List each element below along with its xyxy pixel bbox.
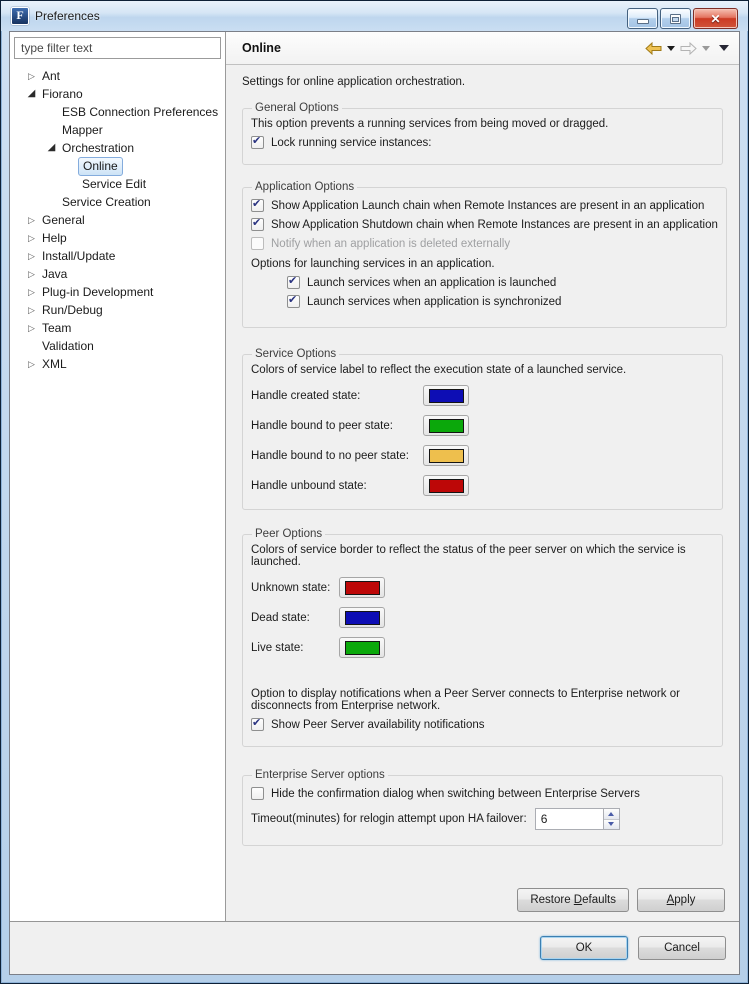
tree-item-label: Install/Update bbox=[42, 248, 116, 263]
tree-item-label: Validation bbox=[42, 338, 94, 353]
minimize-icon bbox=[637, 19, 649, 24]
color-swatch bbox=[429, 449, 464, 463]
chevron-collapsed-icon[interactable]: ▷ bbox=[28, 71, 35, 81]
chevron-expanded-icon[interactable]: ◢ bbox=[47, 142, 56, 153]
apply-button[interactable]: Apply bbox=[637, 888, 725, 912]
chevron-collapsed-icon[interactable]: ▷ bbox=[28, 323, 35, 333]
group-legend: Peer Options bbox=[255, 528, 323, 540]
general-options-group bbox=[242, 102, 723, 165]
color-swatch bbox=[429, 419, 464, 433]
checkbox-checked-icon[interactable] bbox=[287, 276, 300, 289]
checkbox-label: Hide the confirmation dialog when switching between Enterprise Servers bbox=[271, 787, 640, 800]
chevron-collapsed-icon[interactable]: ▷ bbox=[28, 287, 35, 297]
sidebar-item-run-debug[interactable] bbox=[14, 301, 221, 319]
back-history-dropdown-icon[interactable] bbox=[667, 46, 675, 51]
show-shutdown-chain-checkbox-row[interactable] bbox=[251, 218, 718, 231]
close-button[interactable] bbox=[693, 8, 738, 29]
group-legend: Enterprise Server options bbox=[255, 769, 385, 781]
tree-item-label: XML bbox=[42, 356, 67, 371]
app-icon: F bbox=[11, 7, 29, 25]
bound-to-no-peer-state-row bbox=[251, 445, 714, 466]
group-legend: General Options bbox=[255, 102, 339, 114]
created-state-color-button[interactable] bbox=[423, 385, 469, 406]
bound-to-peer-color-button[interactable] bbox=[423, 415, 469, 436]
sidebar-item-validation[interactable] bbox=[14, 337, 221, 355]
settings-panel bbox=[226, 32, 739, 921]
color-swatch bbox=[345, 641, 380, 655]
sidebar-item-service-creation[interactable] bbox=[14, 193, 221, 211]
history-nav bbox=[645, 42, 729, 55]
sidebar-item-java[interactable] bbox=[14, 265, 221, 283]
launch-on-launch-checkbox-row[interactable] bbox=[287, 276, 718, 289]
sidebar-item-plugin-development[interactable] bbox=[14, 283, 221, 301]
color-label: Handle bound to no peer state: bbox=[251, 449, 409, 462]
application-options-group bbox=[242, 181, 727, 328]
tree-item-label: Team bbox=[42, 320, 72, 335]
checkbox-checked-icon[interactable] bbox=[251, 218, 264, 231]
minimize-button[interactable] bbox=[627, 8, 658, 29]
chevron-collapsed-icon[interactable]: ▷ bbox=[28, 269, 35, 279]
color-label: Handle bound to peer state: bbox=[251, 419, 393, 432]
checkbox-label-disabled: Notify when an application is deleted externally bbox=[271, 237, 511, 250]
sidebar-item-mapper[interactable] bbox=[14, 121, 221, 139]
group-legend: Service Options bbox=[255, 348, 337, 360]
live-state-color-button[interactable] bbox=[339, 637, 385, 658]
dead-state-row bbox=[251, 607, 714, 628]
tree-item-label: Fiorano bbox=[42, 86, 83, 101]
lock-running-services-checkbox-row[interactable] bbox=[251, 136, 714, 149]
close-icon: ✕ bbox=[710, 11, 721, 26]
color-swatch bbox=[429, 479, 464, 493]
sidebar-item-install-update[interactable] bbox=[14, 247, 221, 265]
launch-on-sync-checkbox-row[interactable] bbox=[287, 295, 718, 308]
timeout-row bbox=[251, 808, 714, 830]
tree-item-label: Plug-in Development bbox=[42, 284, 154, 299]
unbound-state-color-button[interactable] bbox=[423, 475, 469, 496]
peer-options-group bbox=[242, 528, 723, 747]
checkbox-checked-icon[interactable] bbox=[287, 295, 300, 308]
chevron-collapsed-icon[interactable]: ▷ bbox=[28, 305, 35, 315]
sidebar-item-orchestration[interactable] bbox=[14, 139, 221, 157]
bound-to-peer-state-row bbox=[251, 415, 714, 436]
apply-button-row bbox=[517, 888, 725, 912]
tree-item-label: Mapper bbox=[62, 122, 103, 137]
service-options-group bbox=[242, 348, 723, 510]
chevron-collapsed-icon[interactable]: ▷ bbox=[28, 233, 35, 243]
sidebar-item-ant[interactable] bbox=[14, 67, 221, 85]
page-description: Settings for online application orchestration. bbox=[242, 76, 466, 88]
created-state-row bbox=[251, 385, 714, 406]
notify-deleted-checkbox-row bbox=[251, 237, 718, 250]
page-header bbox=[226, 32, 739, 65]
checkbox-checked-icon[interactable] bbox=[251, 136, 264, 149]
tree-item-label: Service Creation bbox=[62, 194, 151, 209]
page-title: Online bbox=[242, 41, 281, 55]
window-title: Preferences bbox=[35, 9, 100, 23]
title-bar[interactable] bbox=[1, 1, 748, 31]
show-launch-chain-checkbox-row[interactable] bbox=[251, 199, 718, 212]
view-menu-icon[interactable] bbox=[719, 45, 729, 51]
spinner-up-icon bbox=[608, 812, 614, 816]
unknown-state-color-button[interactable] bbox=[339, 577, 385, 598]
color-label: Unknown state: bbox=[251, 581, 331, 594]
checkbox-disabled-icon bbox=[251, 237, 264, 250]
general-options-description: This option prevents a running services from being moved or dragged. bbox=[251, 118, 609, 130]
chevron-collapsed-icon[interactable]: ▷ bbox=[28, 251, 35, 261]
enterprise-server-options-group bbox=[242, 769, 723, 846]
checkbox-label: Launch services when application is synchronized bbox=[307, 295, 562, 308]
sidebar-item-xml[interactable] bbox=[14, 355, 221, 373]
checkbox-checked-icon[interactable] bbox=[251, 199, 264, 212]
sidebar-item-service-edit[interactable] bbox=[14, 175, 221, 193]
checkbox-unchecked-icon[interactable] bbox=[251, 787, 264, 800]
bound-to-no-peer-color-button[interactable] bbox=[423, 445, 469, 466]
spinner-up-button[interactable] bbox=[604, 809, 619, 820]
color-label: Handle unbound state: bbox=[251, 479, 367, 492]
sidebar-item-fiorano[interactable] bbox=[14, 85, 221, 103]
back-arrow-icon[interactable] bbox=[645, 42, 662, 55]
unbound-state-row bbox=[251, 475, 714, 496]
tree-item-label-selected: Online bbox=[78, 157, 123, 176]
color-label: Dead state: bbox=[251, 611, 310, 624]
sidebar-item-online[interactable] bbox=[14, 157, 221, 175]
chevron-collapsed-icon[interactable]: ▷ bbox=[28, 215, 35, 225]
dialog-button-bar bbox=[10, 921, 739, 974]
show-peer-notifications-checkbox-row[interactable] bbox=[251, 718, 714, 731]
tree-item-label: ESB Connection Preferences bbox=[62, 104, 219, 119]
chevron-collapsed-icon[interactable]: ▷ bbox=[28, 359, 35, 369]
tree-item-label: Orchestration bbox=[62, 140, 135, 155]
tree-item-label: Run/Debug bbox=[42, 302, 103, 317]
spacer bbox=[251, 667, 714, 685]
checkbox-label: Lock running service instances: bbox=[271, 136, 432, 149]
tree-item-label: General bbox=[42, 212, 85, 227]
dead-state-color-button[interactable] bbox=[339, 607, 385, 628]
tree-item-label: Ant bbox=[42, 68, 61, 83]
peer-options-description: Colors of service border to reflect the status of the peer server on which the service is launched. bbox=[251, 544, 686, 568]
sidebar-item-esb-connection-preferences[interactable] bbox=[14, 103, 221, 121]
maximize-icon bbox=[670, 14, 681, 24]
checkbox-checked-icon[interactable] bbox=[251, 718, 264, 731]
color-label: Live state: bbox=[251, 641, 304, 654]
ok-button[interactable]: OK bbox=[540, 936, 628, 960]
timeout-input[interactable] bbox=[535, 808, 603, 830]
sidebar-item-general[interactable] bbox=[14, 211, 221, 229]
color-swatch bbox=[429, 389, 464, 403]
timeout-spinner bbox=[535, 808, 620, 830]
peer-notification-text: Option to display notifications when a Peer Server connects to Enterprise network or disconnects from Enterprise network. bbox=[251, 688, 680, 712]
spinner-buttons bbox=[603, 808, 620, 830]
tree-item-label: Service Edit bbox=[82, 176, 147, 191]
launch-options-text: Options for launching services in an application. bbox=[251, 258, 495, 270]
color-label: Handle created state: bbox=[251, 389, 361, 402]
preferences-tree-panel bbox=[10, 32, 226, 921]
tree-item-label: Help bbox=[42, 230, 67, 245]
maximize-button[interactable] bbox=[660, 8, 691, 29]
sidebar-item-help[interactable] bbox=[14, 229, 221, 247]
forward-history-dropdown-icon[interactable] bbox=[702, 46, 710, 51]
unknown-state-row bbox=[251, 577, 714, 598]
sidebar-item-team[interactable] bbox=[14, 319, 221, 337]
restore-defaults-button[interactable]: Restore Defaults bbox=[517, 888, 629, 912]
color-swatch bbox=[345, 611, 380, 625]
forward-arrow-icon[interactable] bbox=[680, 42, 697, 55]
spinner-down-icon bbox=[608, 822, 614, 826]
caption-buttons bbox=[625, 8, 738, 29]
checkbox-label: Show Application Launch chain when Remote Instances are present in an application bbox=[271, 199, 705, 212]
checkbox-label: Show Peer Server availability notifications bbox=[271, 718, 485, 731]
chevron-expanded-icon[interactable]: ◢ bbox=[27, 88, 36, 99]
cancel-button[interactable]: Cancel bbox=[638, 936, 726, 960]
checkbox-label: Show Application Shutdown chain when Remote Instances are present in an application bbox=[271, 218, 718, 231]
filter-input[interactable] bbox=[14, 37, 221, 59]
settings-content bbox=[226, 65, 739, 921]
live-state-row bbox=[251, 637, 714, 658]
dialog-client-area bbox=[9, 31, 740, 975]
checkbox-label: Launch services when an application is launched bbox=[307, 276, 557, 289]
spinner-down-button[interactable] bbox=[604, 820, 619, 830]
tree-item-label: Java bbox=[42, 266, 68, 281]
timeout-label: Timeout(minutes) for relogin attempt upon HA failover: bbox=[251, 813, 527, 825]
hide-confirmation-checkbox-row[interactable] bbox=[251, 787, 714, 800]
group-legend: Application Options bbox=[255, 181, 355, 193]
preferences-tree bbox=[14, 67, 221, 373]
service-options-description: Colors of service label to reflect the execution state of a launched service. bbox=[251, 364, 627, 376]
color-swatch bbox=[345, 581, 380, 595]
